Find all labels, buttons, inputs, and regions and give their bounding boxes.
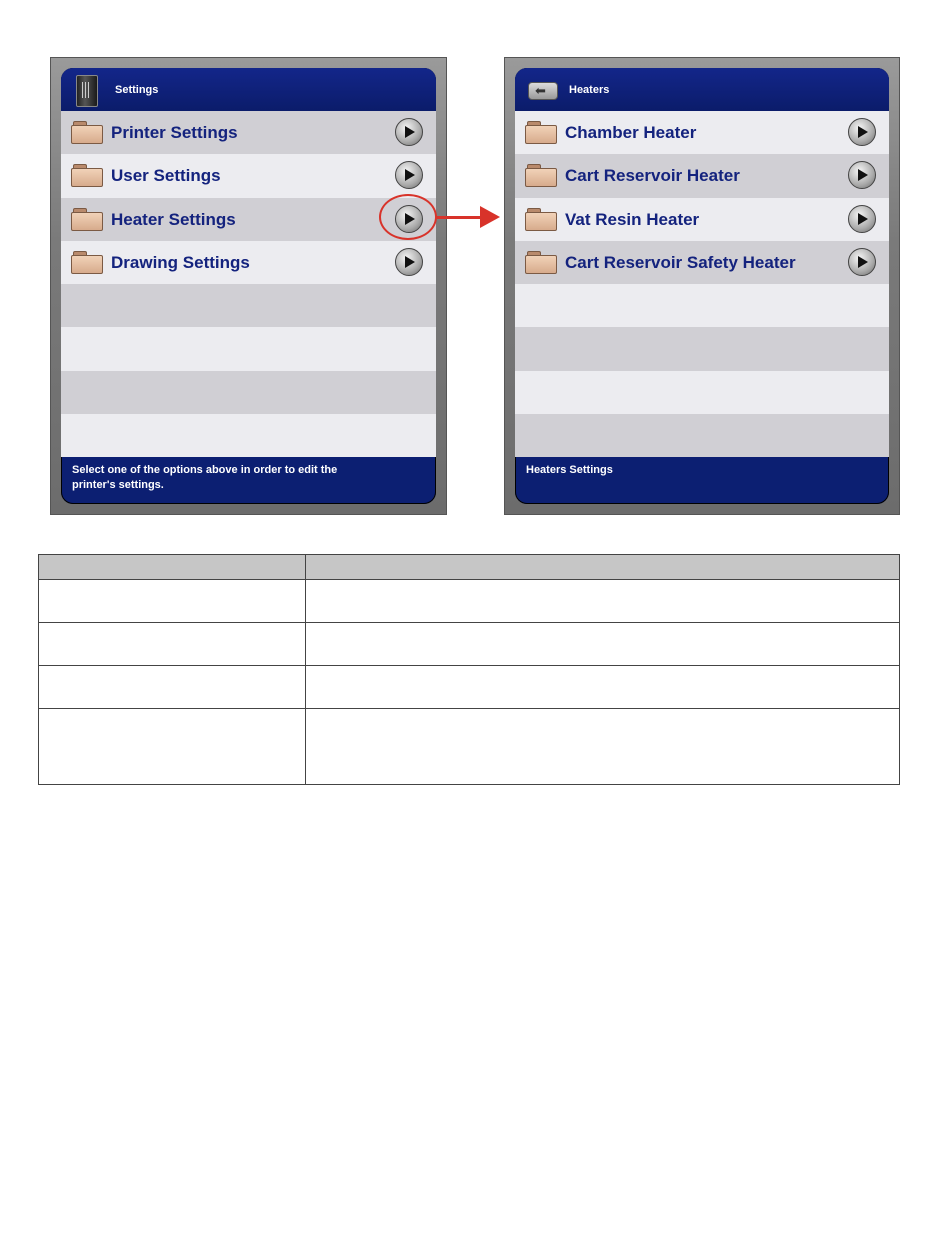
table-header-cell — [39, 555, 306, 580]
footer-hint: Heaters Settings — [526, 464, 613, 476]
highlight-circle — [379, 194, 437, 240]
settings-title-bar — [61, 68, 436, 111]
empty-row — [61, 327, 436, 370]
list-item-label: Drawing Settings — [111, 252, 250, 272]
folder-icon — [71, 121, 101, 143]
list-item-label: Heater Settings — [111, 209, 236, 229]
table-cell — [39, 666, 306, 709]
list-item-drawing-settings[interactable] — [61, 241, 436, 284]
list-item-chamber-heater[interactable] — [515, 111, 889, 154]
list-item-label: Cart Reservoir Heater — [565, 166, 740, 186]
table-row — [39, 623, 900, 666]
list-item-label: Cart Reservoir Safety Heater — [565, 252, 796, 272]
list-item-user-settings[interactable] — [61, 154, 436, 197]
table-row — [39, 666, 900, 709]
list-item-cart-reservoir-safety-heater[interactable] — [515, 241, 889, 284]
heaters-title: Heaters — [569, 84, 610, 96]
flow-arrow-line — [437, 216, 483, 219]
table-cell — [39, 709, 306, 785]
empty-row — [515, 327, 889, 370]
list-item-vat-resin-heater[interactable] — [515, 198, 889, 241]
table-cell — [306, 623, 900, 666]
empty-row — [515, 414, 889, 457]
open-arrow-button[interactable] — [848, 118, 876, 146]
play-arrow-icon — [405, 256, 415, 268]
info-table — [38, 554, 900, 785]
table-cell — [306, 709, 900, 785]
play-arrow-icon — [405, 126, 415, 138]
play-arrow-icon — [405, 169, 415, 181]
empty-row — [61, 284, 436, 327]
heaters-title-bar — [515, 68, 889, 111]
heaters-screen-frame — [504, 57, 900, 515]
back-button[interactable] — [528, 82, 558, 100]
open-arrow-button[interactable] — [395, 161, 423, 189]
open-arrow-button[interactable] — [848, 248, 876, 276]
table-header-row — [39, 555, 900, 580]
table-cell — [39, 623, 306, 666]
table-cell — [39, 580, 306, 623]
settings-title: Settings — [115, 84, 159, 96]
folder-icon — [525, 208, 555, 230]
table-cell — [306, 580, 900, 623]
heaters-screen — [515, 68, 889, 504]
empty-row — [515, 284, 889, 327]
folder-icon — [525, 251, 555, 273]
settings-screen-frame — [50, 57, 447, 515]
folder-icon — [525, 164, 555, 186]
play-arrow-icon — [858, 256, 868, 268]
empty-row — [61, 371, 436, 414]
back-arrow-icon: ⬅ — [535, 83, 546, 98]
folder-icon — [71, 251, 101, 273]
table-row — [39, 709, 900, 785]
play-arrow-icon — [858, 169, 868, 181]
heaters-list — [515, 111, 889, 457]
settings-screen — [61, 68, 436, 504]
settings-list — [61, 111, 436, 457]
list-item-label: Printer Settings — [111, 123, 238, 142]
open-arrow-button[interactable] — [848, 161, 876, 189]
list-item-label: User Settings — [111, 166, 221, 186]
open-arrow-button[interactable] — [848, 205, 876, 233]
open-arrow-button[interactable] — [395, 248, 423, 276]
settings-footer — [61, 457, 436, 504]
table-header-cell — [306, 555, 900, 580]
empty-row — [515, 371, 889, 414]
empty-row — [61, 414, 436, 457]
list-item-label: Chamber Heater — [565, 123, 697, 142]
heaters-footer — [515, 457, 889, 504]
table-cell — [306, 666, 900, 709]
play-arrow-icon — [858, 213, 868, 225]
footer-hint: Select one of the options above in order to edit the printer's settings. — [72, 464, 338, 491]
folder-icon — [525, 121, 555, 143]
list-item-label: Vat Resin Heater — [565, 209, 700, 229]
list-item-cart-reservoir-heater[interactable] — [515, 154, 889, 197]
list-item-printer-settings[interactable] — [61, 111, 436, 154]
folder-icon — [71, 164, 101, 186]
table-row — [39, 580, 900, 623]
play-arrow-icon — [858, 126, 868, 138]
flow-arrow-icon — [480, 206, 500, 228]
open-arrow-button[interactable] — [395, 118, 423, 146]
folder-icon — [71, 208, 101, 230]
printer-icon — [76, 75, 98, 107]
